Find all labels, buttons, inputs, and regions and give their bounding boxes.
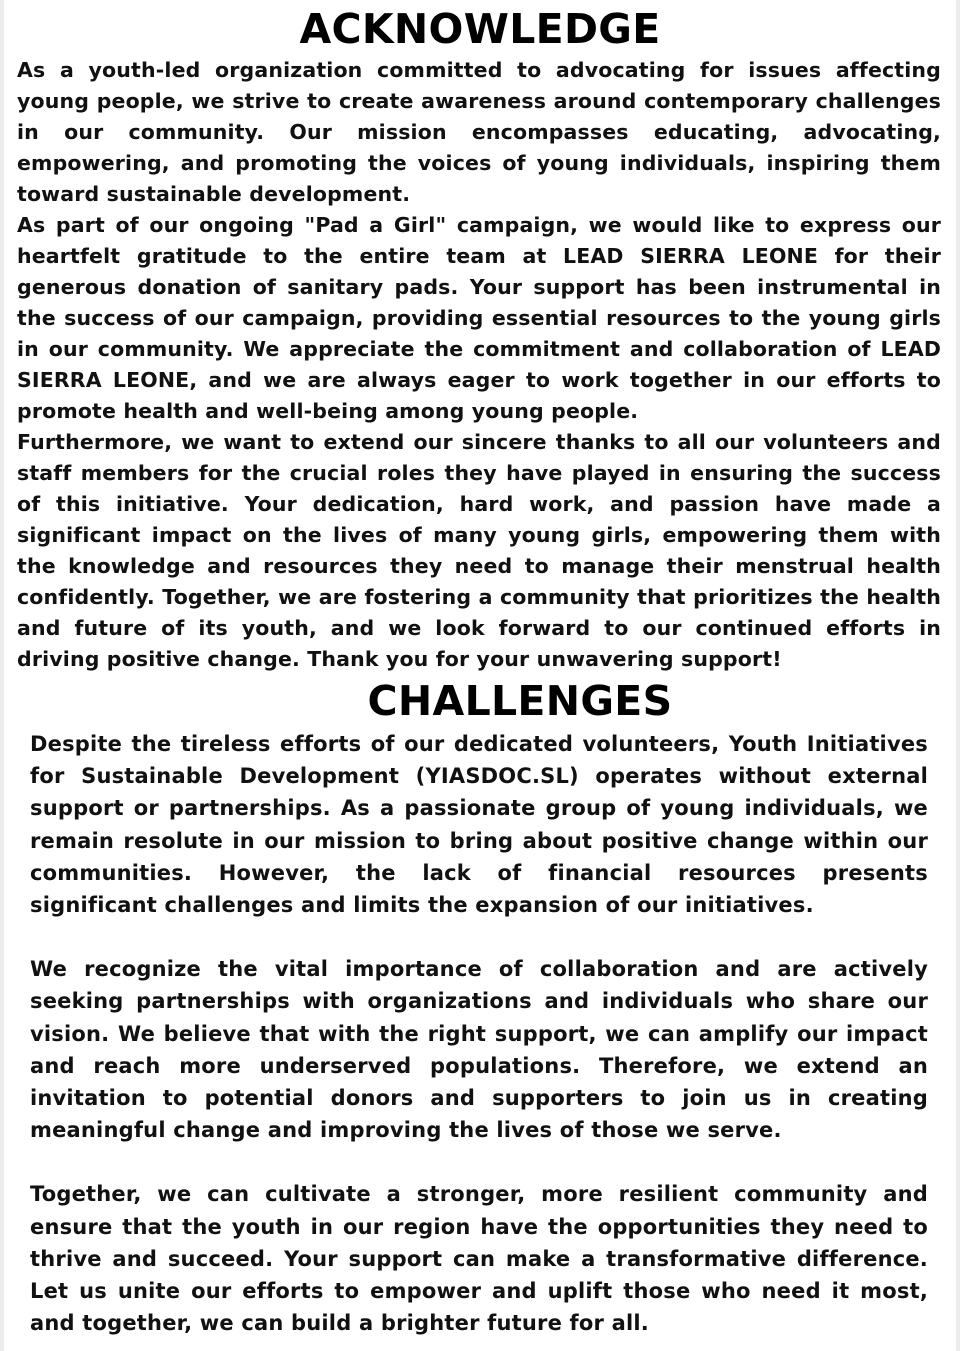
challenges-paragraph-resources: Despite the tireless efforts of our dedicated volunteers, Youth Initiatives for Sustainable Development (YIASDOC.SL) operates without external support or partnerships. As a passionate group of young individuals, we remain resolute in our mission to bring about positive change within our communities. However, the lack of financial resources presents significant challenges and limits the expansion of our initiatives. (30, 732, 928, 918)
document-page (4, 0, 956, 1351)
challenges-paragraph-partnerships: We recognize the vital importance of collaboration and are actively seeking partnerships with organizations and individuals who share our vision. We believe that with the right support, we can amplify our impact and reach more underserved populations. Therefore, we extend an invitation to potential donors and supporters to join us in creating meaningful change and improving the lives of those we serve. (30, 957, 928, 1143)
challenges-paragraph-together: Together, we can cultivate a stronger, more resilient community and ensure that the youth in our region have the opportunities they need to thrive and succeed. Your support can make a transformative difference. Let us unite our efforts to empower and uplift those who need it most, and together, we can build a brighter future for all. (30, 1182, 928, 1336)
challenges-heading: CHALLENGES (367, 677, 673, 725)
acknowledge-paragraph-volunteers: Furthermore, we want to extend our sincere thanks to all our volunteers and staff members for the crucial roles they have played in ensuring the success of this initiative. Your dedication, hard work, and passion have made a significant impact on the lives of many young girls, empowering them with the knowledge and resources they need to manage their menstrual health confidently. Together, we are fostering a community that prioritizes the health and future of its youth, and we look forward to our continued efforts in driving positive change. Thank you for your unwavering support! (17, 430, 941, 671)
acknowledge-paragraph-pad-a-girl: As part of our ongoing "Pad a Girl" campaign, we would like to express our heartfelt gratitude to the entire team at LEAD SIERRA LEONE for their generous donation of sanitary pads. Your support has been instrumental in the success of our campaign, providing essential resources to the young girls in our community. We appreciate the commitment and collaboration of LEAD SIERRA LEONE, and we are always eager to work together in our efforts to promote health and well-being among young people. (17, 213, 941, 423)
acknowledge-section (17, 55, 941, 675)
acknowledge-paragraph-mission: As a youth-led organization committed to advocating for issues affecting young people, we strive to create awareness around contemporary challenges in our community. Our mission encompasses educating, advocating, empowering, and promoting the voices of young individuals, inspiring them toward sustainable development. (17, 58, 941, 206)
challenges-section (30, 728, 928, 1339)
acknowledge-heading: ACKNOWLEDGE (299, 5, 661, 53)
